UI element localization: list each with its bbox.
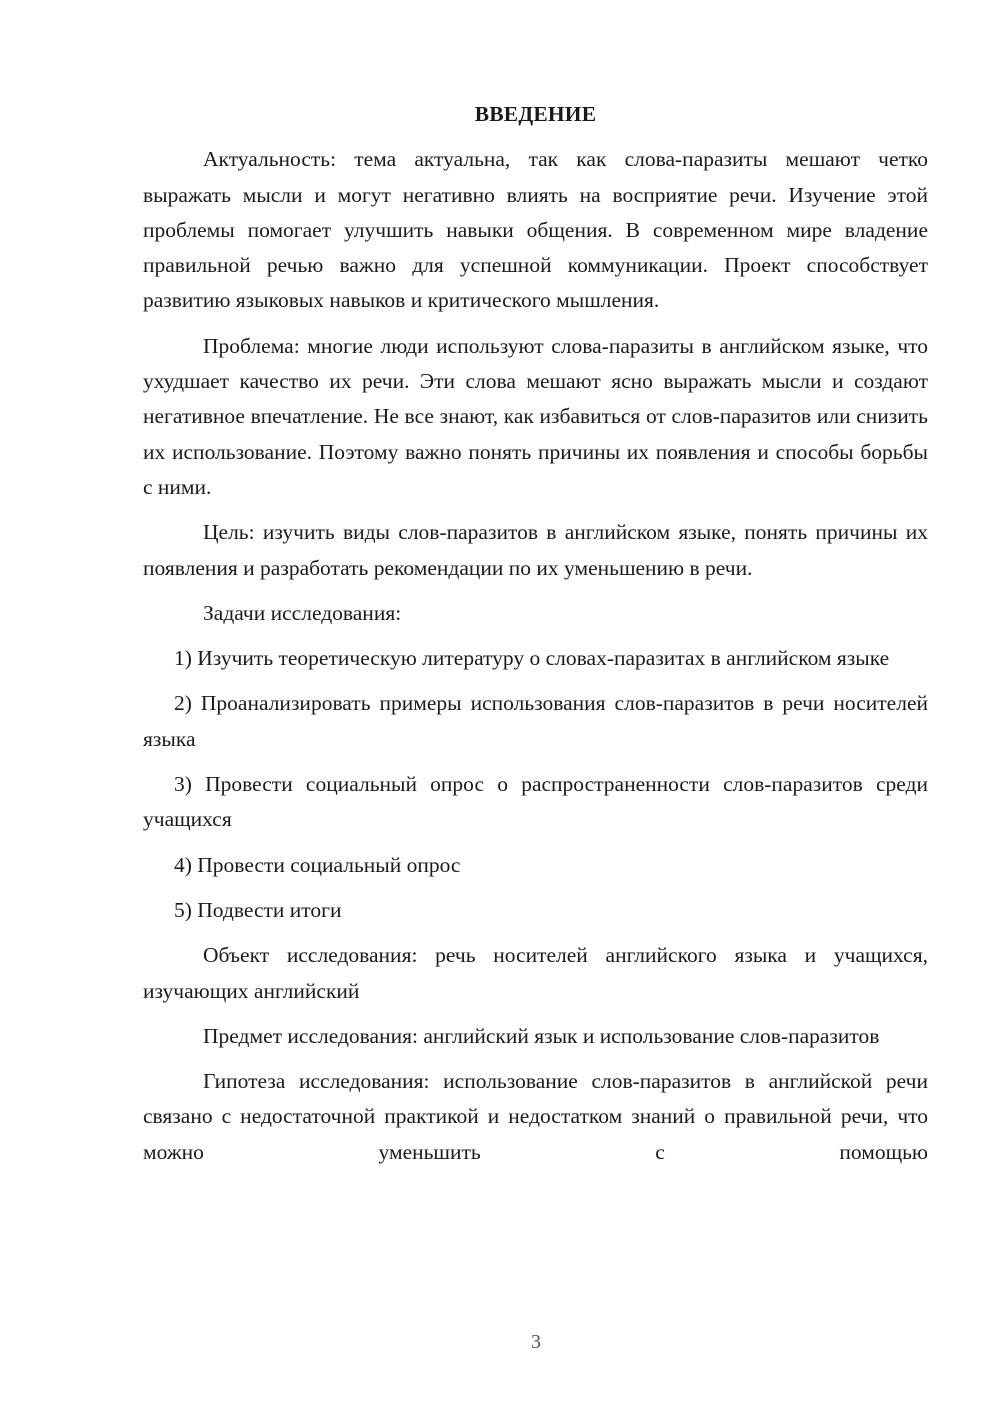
list-item: 5) Подвести итоги <box>174 897 342 922</box>
section-title: ВВЕДЕНИЕ <box>474 102 597 126</box>
hypothesis-paragraph: Гипотеза исследования: использование слов-паразитов в английской речи связано с недостаточной практикой и недостатком знаний о правильной речи, что можно уменьшить с помощью <box>143 1069 928 1164</box>
goal-paragraph: Цель: изучить виды слов-паразитов в английском языке, понять причины их появления и разработать рекомендации по их уменьшению в речи. <box>143 520 928 580</box>
tasks-heading: Задачи исследования: <box>203 600 402 625</box>
tasks-list <box>143 641 928 928</box>
list-item: 1) Изучить теоретическую литературу о словах-паразитах в английском языке <box>174 646 890 671</box>
object-paragraph: Объект исследования: речь носителей английского языка и учащихся, изучающих английский <box>143 943 928 1003</box>
problem-paragraph: Проблема: многие люди используют слова-паразиты в английском языке, что ухудшает качество их речи. Эти слова мешают ясно выражать мысли и создают негативное впечатление. Не все знают, как избавиться от слов-паразитов или снизить их использование. Поэтому важно понять причины их появления и способы борьбы с ними. <box>143 333 928 499</box>
page-number: 3 <box>531 1331 541 1353</box>
page-content <box>143 97 928 1170</box>
list-item: 2) Проанализировать примеры использования слов-паразитов в речи носителей языка <box>143 691 928 751</box>
list-item: 3) Провести социальный опрос о распространенности слов-паразитов среди учащихся <box>143 772 928 832</box>
subject-paragraph: Предмет исследования: английский язык и использование слов-паразитов <box>203 1023 880 1048</box>
relevance-paragraph: Актуальность: тема актуальна, так как слова-паразиты мешают четко выражать мысли и могут негативно влиять на восприятие речи. Изучение этой проблемы помогает улучшить навыки общения. В современном мире владение правильной речью важно для успешной коммуникации. Проект способствует развитию языковых навыков и критического мышления. <box>143 147 928 313</box>
list-item: 4) Провести социальный опрос <box>174 852 461 877</box>
